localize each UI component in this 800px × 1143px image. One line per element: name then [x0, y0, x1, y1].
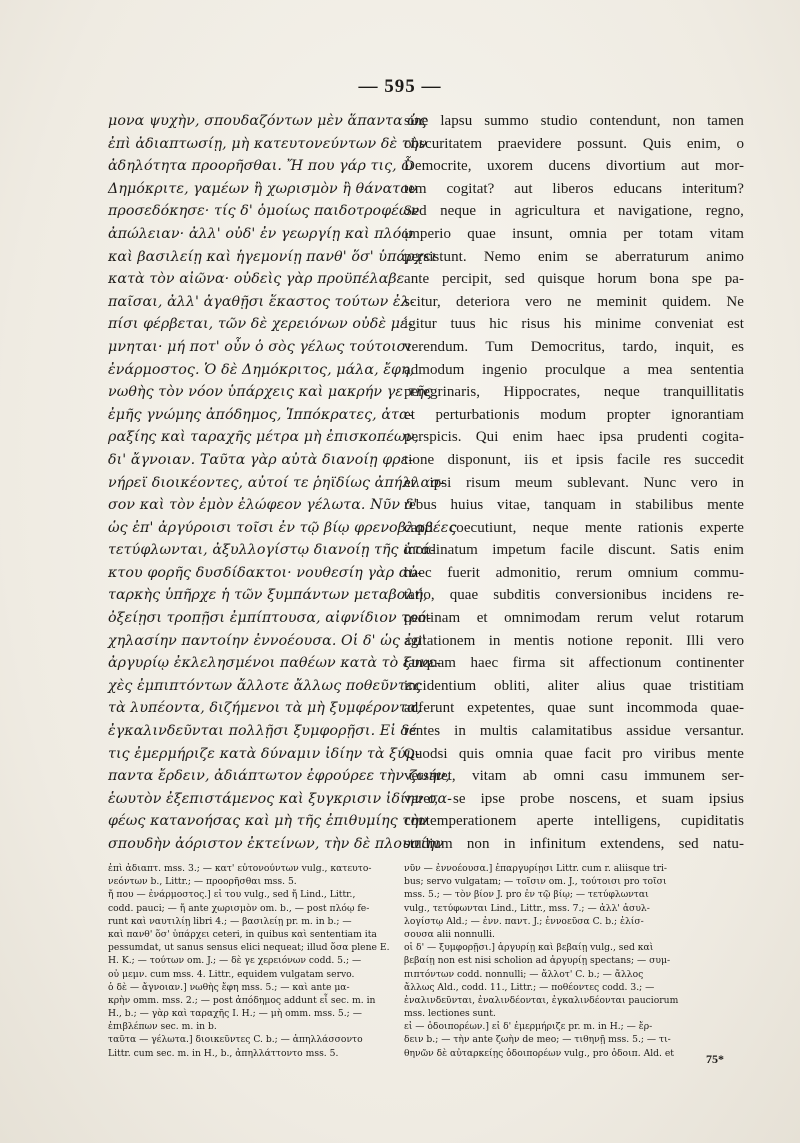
greek-text-line: πίσι φέρβεται, τῶν δὲ χερειόνων οὐδὲ μέ- [108, 316, 413, 333]
footnote-line: εἰ — ὁδοιπορέων.] εἰ δ' ἐμερμήριζε pr. m. in H.; — ἔρ- [404, 1021, 653, 1033]
greek-text-line: παντα ἔρδειν, ἀδιάπτωτον ἐφρούρεε τὴν ζωήν, [108, 768, 451, 785]
latin-text-line: contemperationem aperte intelligens, cupiditatis [404, 813, 744, 830]
greek-text-line: ἀπώλειαν· ἀλλ' οὐδ' ἐν γεωργίῃ καὶ πλόῳ [108, 225, 414, 242]
greek-text-line: καὶ βασιλείῃ καὶ ἡγεμονίῃ πανθ' ὅσ' ὑπάρχει [108, 248, 437, 265]
footnotes-left [108, 862, 398, 1060]
greek-text-line: ραξίης καὶ ταραχῆς μέτρα μὴ ἐπισκοπέων, [108, 429, 420, 446]
latin-text-column [404, 110, 744, 856]
greek-text-line: ἐνάρμοστος. Ὁ δὲ Δημόκριτος, μάλα, ἔφη, [108, 361, 415, 378]
latin-text-line: peregrinaris, Hippocrates, neque tranquillitatis [404, 384, 744, 401]
footnote-line: Littr. cum sec. m. in H., b., ἀπηλλάττοντο mss. 5. [108, 1047, 339, 1059]
footnote-line: mss. lectiones sunt. [404, 1008, 496, 1020]
footnote-line: ὁ δὲ — ἄγνοιαν.] νωθὴς ἔφη mss. 5.; — καὶ ante μα- [108, 981, 350, 993]
latin-text-line: varet, se ipse probe noscens, et suam ipsius [404, 790, 744, 807]
greek-text-line: προσεδόκησε· τίς δ' ὁμοίως παιδοτροφέων [108, 203, 420, 220]
latin-text-line: persistunt. Nemo enim se aberraturum animo [404, 248, 744, 265]
greek-text-line: τις ἐμερμήριζε κατὰ δύναμιν ἰδίην τὰ ξύμ- [108, 745, 420, 762]
latin-text-line: tanquam haec firma sit affectionum continenter [404, 655, 744, 672]
footnote-line: ἐπὶ ἀδιαπτ. mss. 3.; — κατ' εὐτονούντων vulg., κατευτο- [108, 863, 372, 874]
greek-text-line: χηλασίην παντοίην ἐννοέουσα. Οἱ δ' ὡς ἐπ' [108, 632, 426, 649]
footnotes-right [404, 862, 744, 1060]
footnote-line: ἐπιβλέπων sec. m. in b. [108, 1021, 217, 1033]
footnote-line: δειν b.; — τὴν ante ζωὴν de meo; — τιθηνῇ mss. 5.; — τι- [404, 1034, 671, 1046]
greek-text-line: τετύφλωνται, ἀξυλλογίστῳ διανοίῃ τῆς ἀτά- [108, 542, 436, 559]
footnote-line: θηνῶν δὲ αὐταρκείῃς ὁδοιπορέων vulg., pro ὁδοιπ. Ald. et [404, 1047, 674, 1059]
latin-text-line: incidentium obliti, aliter alius quae tristitiam [404, 677, 744, 694]
footnote-line: οἱ δ' — ξυμφορῇσι.] ἀργυρίῃ καὶ βεβαίῃ vulg., sed καὶ [404, 942, 654, 954]
greek-text-line: ἑωυτὸν ἐξεπιστάμενος καὶ ξυγκρισιν ἰδίην σα- [108, 790, 453, 807]
latin-text-line: Quodsi quis omnia quae facit pro viribus mente [404, 745, 744, 762]
latin-text-line: tione disponunt, iis et ipsis facile res succedit [404, 451, 744, 468]
latin-text-line: tem cogitat? aut liberos educans interitum? [404, 180, 744, 197]
footnote-line: σουσα alii nonnulli. [404, 928, 495, 940]
footnote-line: βεβαίῃ non est nisi scholion ad ἀργυρίῃ spectans; — συμ- [404, 955, 671, 967]
footnote-line: νεόντων b., Littr.; — προορῆσθαι mss. 5. [108, 876, 297, 888]
greek-text-line: χὲς ἐμπιπτόντων ἄλλοτε ἄλλως ποθεῦντες [108, 677, 422, 694]
greek-text-line: ἀδηλότητα προορῆσθαι. Ἤ που γάρ τις, ὦ [108, 158, 414, 175]
latin-text-line: capti coecutiunt, neque mente rationis experte [404, 519, 744, 536]
greek-text-line: ἐμῆς γνώμης ἀπόδημος, Ἱππόκρατες, ἀτα- [108, 406, 414, 423]
greek-text-line: σον καὶ τὸν ἐμὸν ἐλώφεον γέλωτα. Νῦν δ' [108, 497, 418, 514]
latin-text-line: pentinam et omnimodam rerum velut rotarum [404, 610, 744, 627]
footnote-line: codd. pauci; — ἤ ante χωρισμὸν om. b., — post πλόῳ fe- [108, 902, 370, 914]
greek-text-line: ὀξείῃσι τροπῇσι ἐμπίπτουσα, αἰφνίδιον τρό- [108, 610, 432, 627]
greek-text-line: παῖσαι, ἀλλ' ἀγαθῇσι ἕκαστος τούτων ἐλ- [108, 293, 415, 310]
latin-text-line: Sed neque in agricultura et navigatione, regno, [404, 203, 744, 220]
latin-text-line: obscuritatem praevidere possunt. Quis enim, o [404, 135, 744, 152]
greek-text-line: ταρκὴς ὑπῆρχε ἡ τῶν ξυμπάντων μεταβολή, [108, 587, 428, 604]
latin-text-line: rentes in multis calamitatibus assidue versantur. [404, 723, 744, 740]
greek-text-column [108, 110, 457, 856]
greek-text-line: Δημόκριτε, γαμέων ἢ χωρισμὸν ἢ θάνατον [108, 180, 418, 197]
latin-text-line: igitur tuus hic risus his minime conveniat est [404, 316, 744, 333]
latin-text-line: studium non in infinitum extendens, sed natu- [404, 836, 744, 852]
greek-text-line: μονα ψυχὴν, σπουδαζόντων μὲν ἅπαντα ὡς [108, 113, 428, 129]
footnote-line: κρὴν omm. mss. 2.; — post ἀπόδημος addunt εἶ sec. m. in [108, 994, 376, 1006]
footnote-line: pessumdat, ut sanus sensus elici nequeat; illud ὅσα plene E. [108, 942, 390, 954]
page-number: — 595 — [358, 76, 442, 97]
latin-text-line: sine lapsu summo studio contendunt, non tamen [404, 113, 744, 129]
footnote-line: νῦν — ἐννοέουσα.] ἐπαργυρίῃσι Littr. cum r. aliisque tri- [404, 863, 667, 874]
greek-text-line: νήρεϊ διοικέοντες, αὐτοί τε ῥηϊδίως ἀπήλλασ- [108, 474, 445, 491]
footnote-line: ἤ που — ἐνάρμοστος.] εἰ του vulg., sed ἤ Lind., Littr., [108, 889, 356, 901]
greek-text-line: ὡς ἐπ' ἀργύροισι τοῖσι ἐν τῷ βίῳ φρενοβλαβέες [108, 519, 457, 536]
latin-text-line: versaret, vitam ab omni casu immunem ser- [404, 768, 744, 785]
latin-text-line: imperio quae insunt, omnia per totam vitam [404, 225, 744, 242]
footnote-line: ταῦτα — γέλωτα.] διοικεῦντες C. b.; — ἀπηλλάσσοντο [108, 1034, 363, 1046]
footnote-line: H., b.; — γὰρ καὶ ταραχῆς I. H.; — μὴ omm. mss. 5.; — [108, 1008, 362, 1020]
greek-text-line: ἀργυρίῳ ἐκλελησμένοι παθέων κατὰ τὸ ξυνε- [108, 655, 441, 672]
latin-text-line: et perturbationis modum propter ignorantiam [404, 406, 744, 423]
latin-text-line: perspicis. Qui enim haec ipsa prudenti cogita- [404, 429, 744, 446]
latin-text-line: inordinatum impetum facile discunt. Satis enim [404, 542, 744, 559]
greek-text-line: ἐπὶ ἀδιαπτωσίῃ, μὴ κατευτονεύντων δὲ τὴν [108, 135, 428, 152]
footnote-line: ἄλλως Ald., codd. 11., Littr.; — ποθέοντες codd. 3.; — [404, 981, 655, 993]
greek-text-line: τὰ λυπέοντα, διζήμενοι τὰ μὴ ξυμφέροντα, [108, 700, 422, 717]
greek-text-line: σπουδὴν ἀόριστον ἐκτείνων, τὴν δὲ πλουσίην [108, 836, 444, 852]
greek-text-line: μνηται· μή ποτ' οὖν ὁ σὸς γέλως τούτοισι [108, 338, 413, 355]
greek-text-line: δι' ἄγνοιαν. Ταῦτα γὰρ αὐτὰ διανοίῃ φρε- [108, 451, 414, 468]
latin-text-line: tatio, quae subditis conversionibus incidens re- [404, 587, 744, 604]
greek-text-line: κατὰ τὸν αἰῶνα· οὐδεὶς γὰρ προϋπέλαβε [108, 271, 405, 288]
footnote-line: οὐ μεμν. cum mss. 4. Littr., equidem vulgatam servo. [108, 968, 355, 980]
footnote-line: H. K.; — τούτων om. J.; — δὲ γε χερειόνων codd. 5.; — [108, 955, 362, 967]
latin-text-line: adferunt expetentes, quae sunt incommoda quae- [404, 700, 744, 717]
footnote-line: mss. 5.; — τὸν βίον J. pro ἐν τῷ βίῳ; — τετύφλωνται [404, 889, 649, 901]
footnote-line: καὶ πανθ' ὅσ' ὑπάρχει ceteri, in quibus καὶ sententiam ita [108, 928, 377, 940]
latin-text-line: agitationem in mentis notione reponit. Illi vero [404, 632, 744, 649]
latin-text-line: verendum. Tum Democritus, tardo, inquit, es [404, 338, 744, 355]
latin-text-line: admodum ingenio proculque a mea sententia [404, 361, 744, 378]
latin-text-line: ante percipit, sed quisque horum bona spe pa- [404, 271, 744, 288]
greek-text-line: φέως κατανοήσας καὶ μὴ τῆς ἐπιθυμίης τὴν [108, 813, 428, 830]
latin-text-line: scitur, deteriora vero ne meminit quidem. Ne [404, 293, 744, 310]
greek-text-line: νωθὴς τὸν νόον ὑπάρχεις καὶ μακρήν γε τῆς [108, 384, 433, 401]
latin-text-line: haec fuerit admonitio, rerum omnium commu- [404, 564, 744, 581]
printer-signature-mark: 75* [706, 1052, 724, 1066]
footnote-line: πιπτόντων codd. nonnulli; — ἄλλοτ' C. b.; — ἄλλος [404, 968, 644, 980]
footnote-line: ἐναλινδεῦνται, ἐναλινδέονται, ἐγκαλινδέονται pauciorum [404, 994, 679, 1006]
footnote-line: vulg., τετύφωνται Lind., Littr., mss. 7.; — ἀλλ' ἀσυλ- [404, 902, 650, 914]
footnote-line: runt καὶ ναυτιλίῃ libri 4.; — βασιλείῃ pr. m. in b.; — [108, 915, 352, 927]
latin-text-line: et ipsi risum meum sublevant. Nunc vero in [404, 474, 744, 491]
latin-text-line: Democrite, uxorem ducens divortium aut mor- [404, 158, 744, 175]
latin-text-line: rebus huius vitae, tanquam in stabilibus mente [404, 497, 744, 514]
greek-text-line: ἐγκαλινδεῦνται πολλῇσι ξυμφορῇσι. Εἰ δέ [108, 723, 417, 740]
footnote-line: λογίστῳ Ald.; — ἐνν. παντ. J.; ἐννοεῦσα C. b.; ἐλίσ- [404, 915, 644, 927]
greek-text-line: κτου φορῆς δυσδίδακτοι· νουθεσίη γὰρ αὐ- [108, 564, 423, 581]
footnote-line: bus; servo vulgatam; — τοῖσιν om. J., τούτοισι pro τοῖσι [404, 876, 667, 888]
